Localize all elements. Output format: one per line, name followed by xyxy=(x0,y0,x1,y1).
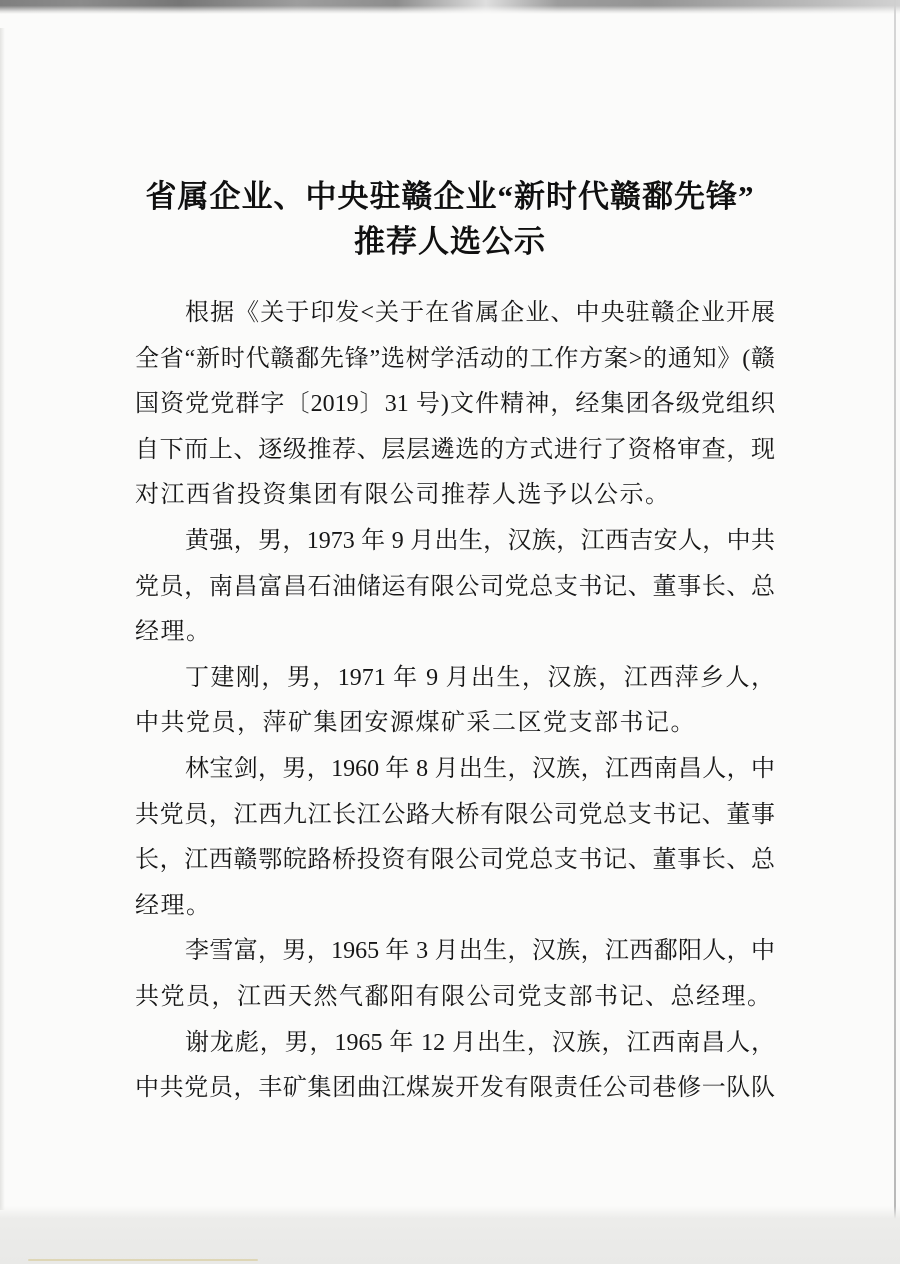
text-line: 黄强，男，1973 年 9 月出生，汉族，江西吉安人，中共 xyxy=(185,527,775,554)
document-title-line-1: 省属企业、中央驻赣企业“新时代赣鄱先锋” xyxy=(145,179,755,214)
scan-artifact-top-band xyxy=(0,0,900,14)
text-line: 党员，南昌富昌石油储运有限公司党总支书记、董事长、总 xyxy=(135,573,775,600)
text-line: 经理。 xyxy=(135,619,212,646)
text-line: 中共党员，丰矿集团曲江煤炭开发有限责任公司巷修一队队 xyxy=(135,1075,775,1102)
document-title-line-2: 推荐人选公示 xyxy=(354,224,546,259)
text-line: 林宝剑，男，1960 年 8 月出生，汉族，江西南昌人，中 xyxy=(185,755,775,782)
text-line: 丁建刚，男，1971 年 9 月出生，汉族，江西萍乡人， xyxy=(185,664,775,691)
scan-artifact-right-edge-line xyxy=(894,0,896,1264)
text-line: 自下而上、逐级推荐、层层遴选的方式进行了资格审查，现 xyxy=(135,436,775,463)
document-body xyxy=(135,291,775,1112)
text-line: 中共党员，萍矿集团安源煤矿采二区党支部书记。 xyxy=(135,710,696,737)
text-line: 全省“新时代赣鄱先锋”选树学活动的工作方案>的通知》(赣 xyxy=(135,345,775,372)
scan-artifact-bottom-band xyxy=(0,1206,900,1264)
text-line: 长，江西赣鄂皖路桥投资有限公司党总支书记、董事长、总 xyxy=(135,847,775,874)
text-line: 经理。 xyxy=(135,892,212,919)
text-line: 李雪富，男，1965 年 3 月出生，汉族，江西鄱阳人，中 xyxy=(185,938,775,965)
document-title xyxy=(90,174,810,264)
text-line: 对江西省投资集团有限公司推荐人选予以公示。 xyxy=(135,482,671,509)
text-line: 谢龙彪，男，1965 年 12 月出生，汉族，江西南昌人， xyxy=(185,1029,775,1056)
text-line: 根据《关于印发<关于在省属企业、中央驻赣企业开展 xyxy=(185,300,775,326)
text-line: 共党员，江西九江长江公路大桥有限公司党总支书记、董事 xyxy=(135,801,775,828)
scan-artifact-left-strip xyxy=(0,28,5,1210)
text-line: 共党员，江西天然气鄱阳有限公司党支部书记、总经理。 xyxy=(135,983,773,1010)
scan-artifact-bottom-yellow-line xyxy=(28,1259,258,1261)
text-line: 国资党党群字〔2019〕31 号)文件精神，经集团各级党组织 xyxy=(135,391,775,418)
